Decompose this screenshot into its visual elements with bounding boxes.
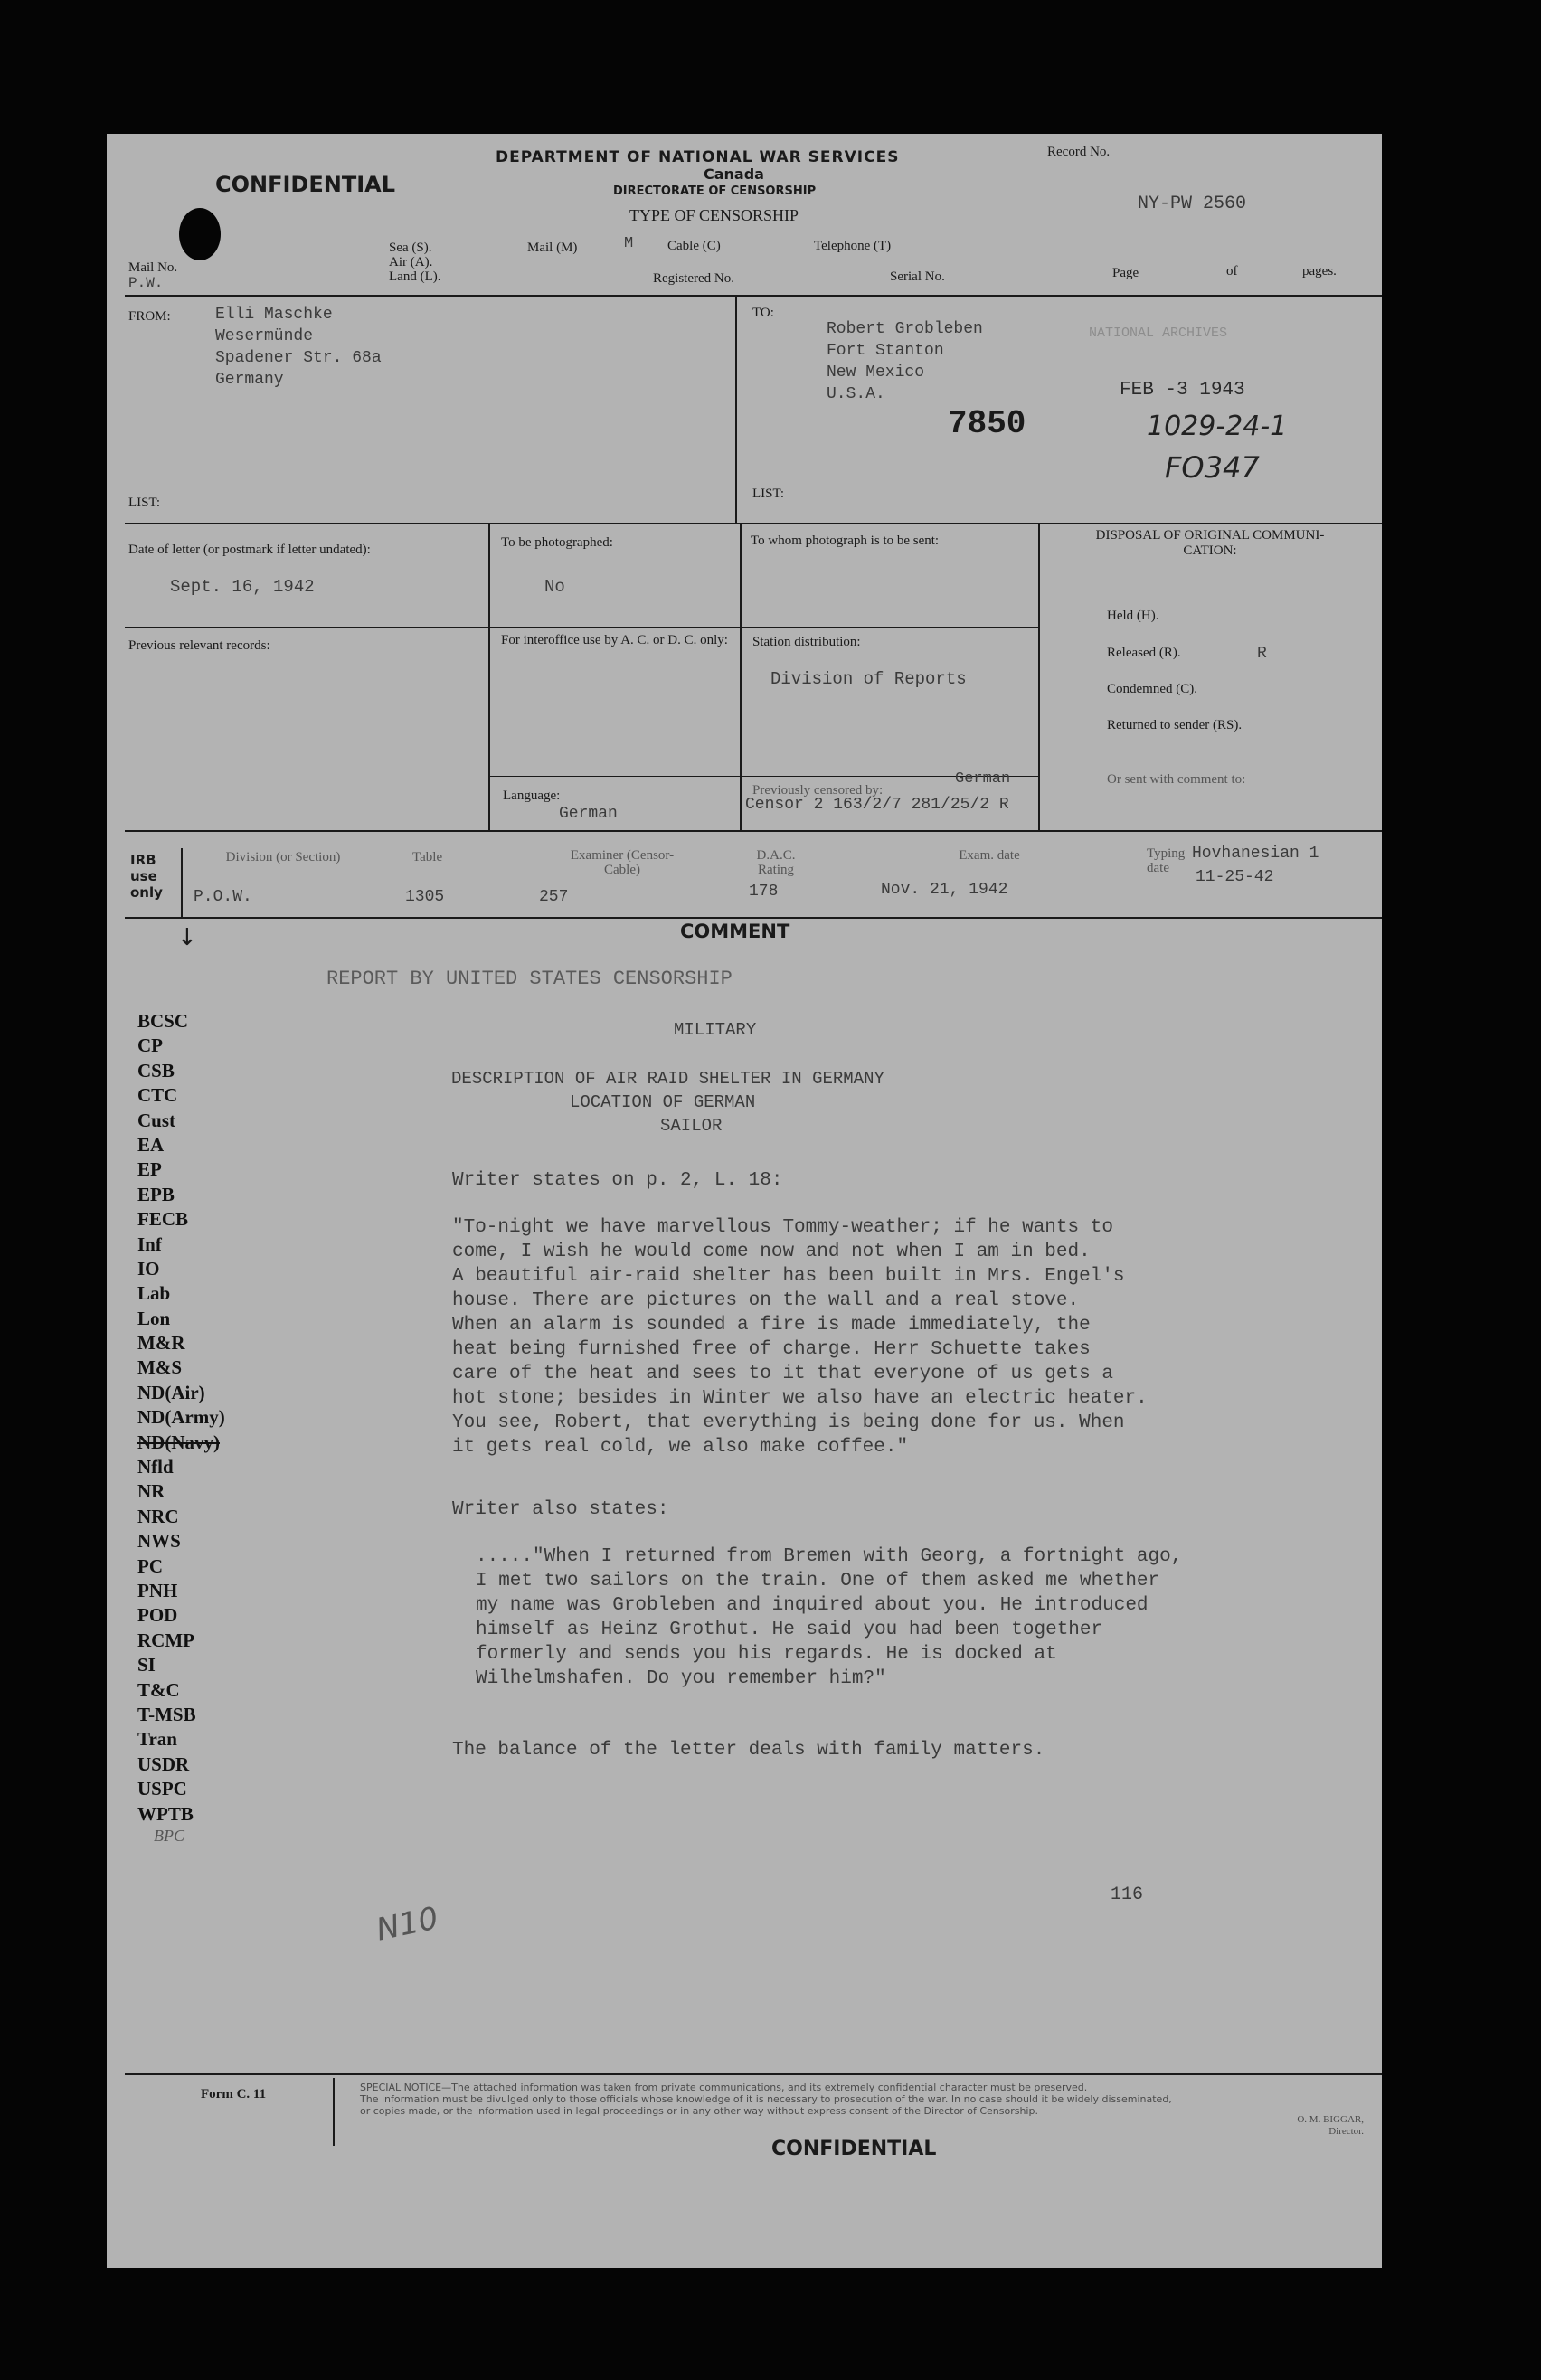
- distribution-code: USPC: [137, 1778, 187, 1800]
- released-label: Released (R).: [1107, 646, 1181, 660]
- punch-hole: [179, 208, 221, 260]
- document-number: 7850: [948, 405, 1026, 442]
- distribution-code: T-MSB: [137, 1703, 196, 1725]
- distribution-code: NRC: [137, 1505, 179, 1527]
- form-number: Form C. 11: [201, 2087, 267, 2101]
- telephone-label: Telephone (T): [814, 239, 892, 253]
- date-value: Sept. 16, 1942: [170, 577, 315, 597]
- mail-no-value: P.W.: [128, 275, 164, 291]
- exam-date-label: Exam. date: [959, 848, 1020, 863]
- distribution-code: Lon: [137, 1307, 171, 1329]
- archive-stamp: NATIONAL ARCHIVES: [1089, 326, 1228, 341]
- registered-no-label: Registered No.: [653, 271, 734, 286]
- language-label: Language:: [503, 789, 561, 803]
- mail-label: Mail (M): [527, 241, 578, 255]
- prev-censored-value: Censor 2 163/2/7 281/25/2 R: [745, 796, 1009, 814]
- prev-censored-label: Previously censored by:: [752, 783, 884, 798]
- page-number: 116: [1111, 1884, 1144, 1905]
- writer-also-states: Writer also states:: [452, 1499, 669, 1520]
- quote-paragraph: ....."When I returned from Bremen with Georg, a fortnight ago, I met two sailors on the train. One of them asked me whether my name was Grobleben and inquired about you. He introduced himself as Heinz Grothut. He said you had been together formerly and sends you his regards. He is docked at Wilhelmshafen. Do you remember him?": [476, 1546, 1183, 1689]
- distribution-code: RCMP: [137, 1629, 194, 1651]
- writer-states: Writer states on p. 2, L. 18:: [452, 1170, 783, 1191]
- received-date-stamp: FEB -3 1943: [1120, 380, 1245, 401]
- photographed-label: To be photographed:: [501, 535, 613, 550]
- interoffice-label: For interoffice use by A. C. or D. C. only:: [501, 633, 728, 647]
- dac-value: 178: [749, 883, 779, 901]
- to-line: Robert Grobleben: [827, 320, 983, 338]
- to-line: U.S.A.: [827, 385, 885, 403]
- photo-recipient-label: To whom photograph is to be sent:: [751, 534, 940, 548]
- censorship-form: [107, 134, 1382, 2268]
- handwritten-reference: 1029-24-1: [1147, 411, 1288, 442]
- record-no-value: NY-PW 2560: [1138, 194, 1247, 214]
- distribution-code: WPTB: [137, 1802, 194, 1825]
- balance-note: The balance of the letter deals with family matters.: [452, 1740, 1045, 1761]
- table-label: Table: [412, 850, 443, 864]
- record-no-label: Record No.: [1047, 145, 1111, 159]
- distribution-code: FECB: [137, 1208, 189, 1231]
- previous-records-label: Previous relevant records:: [128, 638, 270, 653]
- distribution-code: SI: [137, 1654, 156, 1676]
- to-label: TO:: [752, 306, 774, 320]
- division-label: Division (or Section): [225, 850, 341, 864]
- or-sent-label: Or sent with comment to:: [1107, 772, 1246, 787]
- confidential-header: CONFIDENTIAL: [215, 172, 395, 197]
- typing-date-value: 11-25-42: [1196, 868, 1274, 886]
- page-label: Page: [1112, 266, 1139, 280]
- distribution-code-extra: BPC: [154, 1827, 184, 1845]
- mail-no-label: Mail No.: [128, 260, 178, 275]
- table-value: 1305: [405, 888, 445, 906]
- distribution-code: NR: [137, 1480, 165, 1503]
- distribution-code: CP: [137, 1034, 163, 1057]
- sea-label: Sea (S).: [389, 241, 432, 255]
- disposal-label: DISPOSAL OF ORIGINAL COMMUNI-CATION:: [1095, 528, 1325, 558]
- photographed-value: No: [544, 577, 565, 597]
- examiner-value: 257: [539, 888, 569, 906]
- subject-line: DESCRIPTION OF AIR RAID SHELTER IN GERMANY: [451, 1069, 884, 1089]
- language-value: German: [559, 805, 618, 823]
- distribution-code: EPB: [137, 1183, 175, 1205]
- distribution-code: NWS: [137, 1530, 181, 1553]
- department-title: DEPARTMENT OF NATIONAL WAR SERVICES: [496, 148, 900, 166]
- from-line: Elli Maschke: [215, 306, 333, 324]
- from-label: FROM:: [128, 309, 171, 324]
- from-line: Spadener Str. 68a: [215, 349, 382, 367]
- distribution-code: Nfld: [137, 1456, 174, 1478]
- distribution-code: Lab: [137, 1282, 171, 1305]
- from-list-label: LIST:: [128, 496, 161, 510]
- distribution-code: PNH: [137, 1579, 178, 1601]
- of-label: of: [1226, 264, 1238, 279]
- distribution-codes: [137, 1009, 225, 1827]
- distribution-code: ND(Air): [137, 1381, 205, 1403]
- special-notice: SPECIAL NOTICE—The attached information was taken from private communications, and its extremely confidential character must be preserved. The information must be divulged only to those officials whose knowledge of it is necessary to prosecution of the war. In no case should it be widely disseminated, or copies made, or the information used in legal proceedings or in any other way without express consent of the Director of Censorship.: [360, 2082, 1172, 2117]
- condemned-label: Condemned (C).: [1107, 682, 1197, 696]
- from-line: Germany: [215, 371, 284, 389]
- typist-name: Hovhanesian 1: [1192, 845, 1319, 863]
- from-line: Wesermünde: [215, 327, 314, 345]
- quote-paragraph: "To-night we have marvellous Tommy-weather; if he wants to come, I wish he would come now and not when I am in bed. A beautiful air-raid shelter has been built in Mrs. Engel's house. There are pictures on the wall and a real stove. When an alarm is sounded a fire is made immediately, the heat being furnished free of charge. Herr Schuette takes care of the heat and sees to it that everyone of us gets a hot stone; besides in Winter we also have an electric heater. You see, Robert, that everything is being done for us. When it gets real cold, we also make coffee.": [452, 1217, 1148, 1458]
- distribution-code: Inf: [137, 1232, 162, 1255]
- exam-date-value: Nov. 21, 1942: [881, 881, 1008, 899]
- serial-no-label: Serial No.: [890, 269, 945, 284]
- country-label: Canada: [704, 165, 764, 183]
- distribution-code: ND(Navy): [137, 1431, 220, 1453]
- report-title: REPORT BY UNITED STATES CENSORSHIP: [326, 968, 733, 990]
- distribution-code: Tran: [137, 1728, 177, 1751]
- typing-date-label: Typing date: [1147, 846, 1186, 875]
- type-of-censorship-label: TYPE OF CENSORSHIP: [629, 206, 799, 224]
- dac-label: D.A.C. Rating: [756, 848, 796, 877]
- confidential-footer: CONFIDENTIAL: [771, 2138, 937, 2160]
- distribution-code: BCSC: [137, 1010, 189, 1032]
- handwritten-note: N10: [373, 1900, 442, 1949]
- distribution-code: CTC: [137, 1084, 178, 1107]
- distribution-code: PC: [137, 1554, 163, 1577]
- distribution-code: Cust: [137, 1109, 176, 1131]
- returned-label: Returned to sender (RS).: [1107, 718, 1243, 732]
- distribution-code: T&C: [137, 1678, 180, 1701]
- category-label: MILITARY: [674, 1020, 757, 1040]
- mail-mark: M: [624, 235, 634, 252]
- released-value: R: [1257, 645, 1267, 663]
- division-value: P.O.W.: [194, 888, 252, 906]
- handwritten-code: FO347: [1165, 450, 1260, 485]
- distribution-code: EA: [137, 1133, 165, 1156]
- to-list-label: LIST:: [752, 486, 785, 501]
- prev-censored-note: German: [955, 770, 1011, 788]
- distribution-code: EP: [137, 1158, 162, 1181]
- held-label: Held (H).: [1107, 609, 1159, 623]
- cable-label: Cable (C): [667, 239, 721, 253]
- distribution-code: M&S: [137, 1356, 182, 1379]
- subject-line: SAILOR: [660, 1116, 723, 1136]
- air-label: Air (A).: [389, 255, 433, 269]
- station-distribution-label: Station distribution:: [752, 635, 861, 649]
- comment-heading: COMMENT: [680, 921, 790, 942]
- subject-line: LOCATION OF GERMAN: [570, 1092, 756, 1112]
- arrow-down-icon: ↓: [177, 924, 197, 951]
- station-distribution-value: Division of Reports: [770, 669, 967, 689]
- distribution-code: POD: [137, 1604, 178, 1627]
- date-label: Date of letter (or postmark if letter undated):: [128, 543, 371, 557]
- distribution-code: IO: [137, 1257, 160, 1280]
- distribution-code: M&R: [137, 1332, 185, 1355]
- distribution-code: CSB: [137, 1059, 175, 1081]
- irb-label: IRB use only: [130, 852, 163, 901]
- distribution-code: ND(Army): [137, 1406, 225, 1429]
- pages-label: pages.: [1302, 264, 1337, 279]
- directorate-label: DIRECTORATE OF CENSORSHIP: [613, 184, 817, 198]
- director-signature: O. M. BIGGAR, Director.: [1297, 2114, 1364, 2137]
- distribution-code: USDR: [137, 1752, 190, 1775]
- to-line: New Mexico: [827, 364, 925, 382]
- to-line: Fort Stanton: [827, 342, 944, 360]
- examiner-label: Examiner (Censor-Cable): [570, 848, 675, 877]
- land-label: Land (L).: [389, 269, 441, 284]
